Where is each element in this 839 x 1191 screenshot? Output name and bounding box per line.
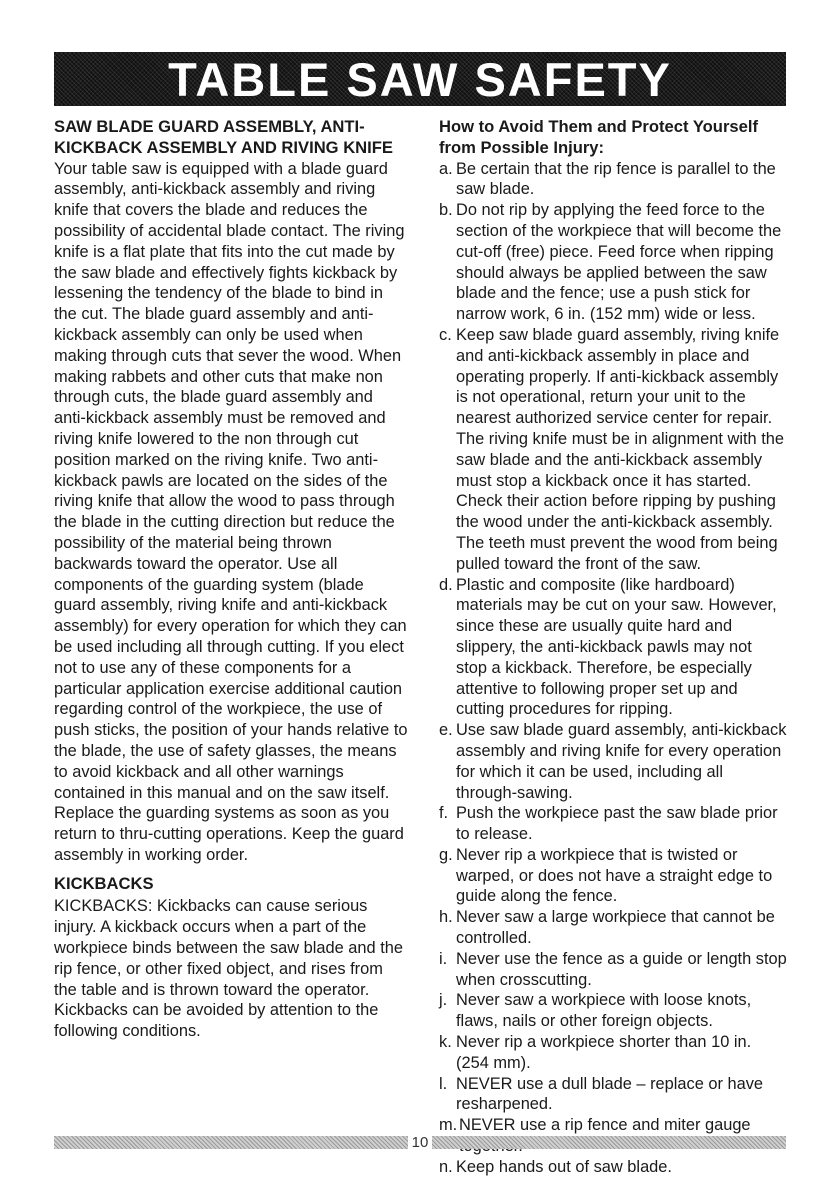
list-item [439,845,787,907]
list-marker: f. [439,804,449,823]
kickbacks-heading: KICKBACKS [54,873,154,893]
list-marker: h. [439,908,453,927]
list-marker: b. [439,201,453,220]
footer-bar-right [432,1136,786,1149]
list-marker: k. [439,1033,452,1052]
list-item-text: Use saw blade guard assembly, anti-kickback assembly and riving knife for every operation for which it can be used, including all through-sawing. [456,721,787,802]
list-item [439,720,787,803]
page-number: 10 [411,1133,429,1151]
list-marker: i. [439,949,448,968]
list-item-text: NEVER use a rip fence and miter gauge [459,1116,751,1135]
list-item [439,990,787,1032]
list-item-text: Be certain that the rip fence is parallel to the saw blade. [456,159,776,199]
list-marker: l. [439,1074,448,1093]
list-item [439,1157,787,1178]
list-marker: j. [439,991,448,1010]
footer-bar-left [54,1136,408,1149]
page-title: TABLE SAW SAFETY [168,52,672,106]
title-banner [54,52,786,106]
list-marker: d. [439,575,453,594]
list-item-text: Never rip a workpiece that is twisted or warped, or does not have a straight edge to guide along the fence. [456,845,773,906]
list-item [439,1032,787,1074]
list-item [439,803,787,845]
list-item-text: Do not rip by applying the feed force to the section of the workpiece that will become the cut-off (free) piece. Feed force when ripping should always be applied between the saw blade and the fence; use a push stick for narrow work, 6 in. (152 mm) wide or less. [456,201,782,324]
list-item-text: Keep saw blade guard assembly, riving knife and anti-kickback assembly in place and operating properly. If anti-kickback assembly is not operational, return your unit to the nearest authorized service center for repair. The riving knife must be in alignment with the saw blade and the anti-kickback assembly must stop a kickback once it has started. Check their action before ripping by pushing the wood under the anti-kickback assembly. The teeth must prevent the wood from being pulled toward the front of the saw. [456,325,784,573]
list-marker: n. [439,1157,453,1176]
list-item [439,159,787,201]
list-item-text: NEVER use a dull blade – replace or have resharpened. [456,1074,764,1114]
safety-list [439,159,787,1178]
list-item [439,907,787,949]
list-item-text: Never rip a workpiece shorter than 10 in. (254 mm). [456,1033,752,1072]
list-item-text: Never saw a workpiece with loose knots, flaws, nails or other foreign objects. [456,991,752,1031]
kickbacks-paragraph: KICKBACKS: Kickbacks can cause serious injury. A kickback occurs when a part of the workpiece binds between the saw blade and the rip fence, or other fixed object, and rises from the table and is thrown toward the operator. Kickbacks can be avoided by attention to the following conditions. [54,897,403,1041]
list-item-text: Keep hands out of saw blade. [456,1157,672,1176]
right-column [439,117,787,1178]
list-marker: e. [439,721,453,740]
list-item-text: Plastic and composite (like hardboard) materials may be cut on your saw. However, since these are usually quite hard and slippery, the anti-kickback pawls may not stop a kickback. Therefore, be especially attentive to following proper set up and cutting procedures for ripping. [456,575,777,719]
list-item-text: Never use the fence as a guide or length stop when crosscutting. [456,949,787,989]
list-item [439,325,787,575]
list-marker: g. [439,845,453,864]
list-marker: m. [439,1116,458,1135]
list-item [439,1074,787,1116]
avoid-kickback-heading: How to Avoid Them and Protect Yourself from Possible Injury: [439,117,758,157]
list-marker: c. [439,325,452,344]
left-column [54,117,409,1042]
blade-guard-paragraph: Your table saw is equipped with a blade guard assembly, anti-kickback assembly and riving knife that covers the blade and reduces the possibility of accidental blade contact. The riving knife is a flat plate that fits into the cut made by the saw blade and effectively fights kickback by lessening the tendency of the blade to bind in the cut. The blade guard assembly and anti-kickback assembly can only be used when making through cuts that sever the wood. When making rabbets and other cuts that make non through cuts, the blade guard assembly and anti-kickback assembly must be removed and riving knife lowered to the non through cut position marked on the riving knife. Two anti-kickback pawls are located on the sides of the riving knife that allow the wood to pass through the blade in the cutting direction but reduce the possibility of the material being thrown backwards toward the operator. Use all components of the guarding system (blade guard assembly, riving knife and anti-kickback assembly) for every operation for which they can be used including all through cutting. If you elect not to use any of these components for a particular application exercise additional caution regarding control of the workpiece, the use of push sticks, the position of your hands relative to the blade, the use of safety glasses, the means to avoid kickback and all other warnings contained in this manual and on the saw itself. Replace the guarding systems as soon as you return to thru-cutting operations. Keep the guard assembly in working order. [54,159,408,864]
list-marker: a. [439,159,453,178]
list-item [439,949,787,991]
list-item [439,200,787,325]
page-footer [54,1133,786,1151]
list-item [439,575,787,721]
list-item-text: Push the workpiece past the saw blade prior to release. [456,804,778,844]
list-item-text: Never saw a large workpiece that cannot be controlled. [456,908,775,948]
blade-guard-heading: SAW BLADE GUARD ASSEMBLY, ANTI-KICKBACK ASSEMBLY AND RIVING KNIFE [54,117,393,157]
